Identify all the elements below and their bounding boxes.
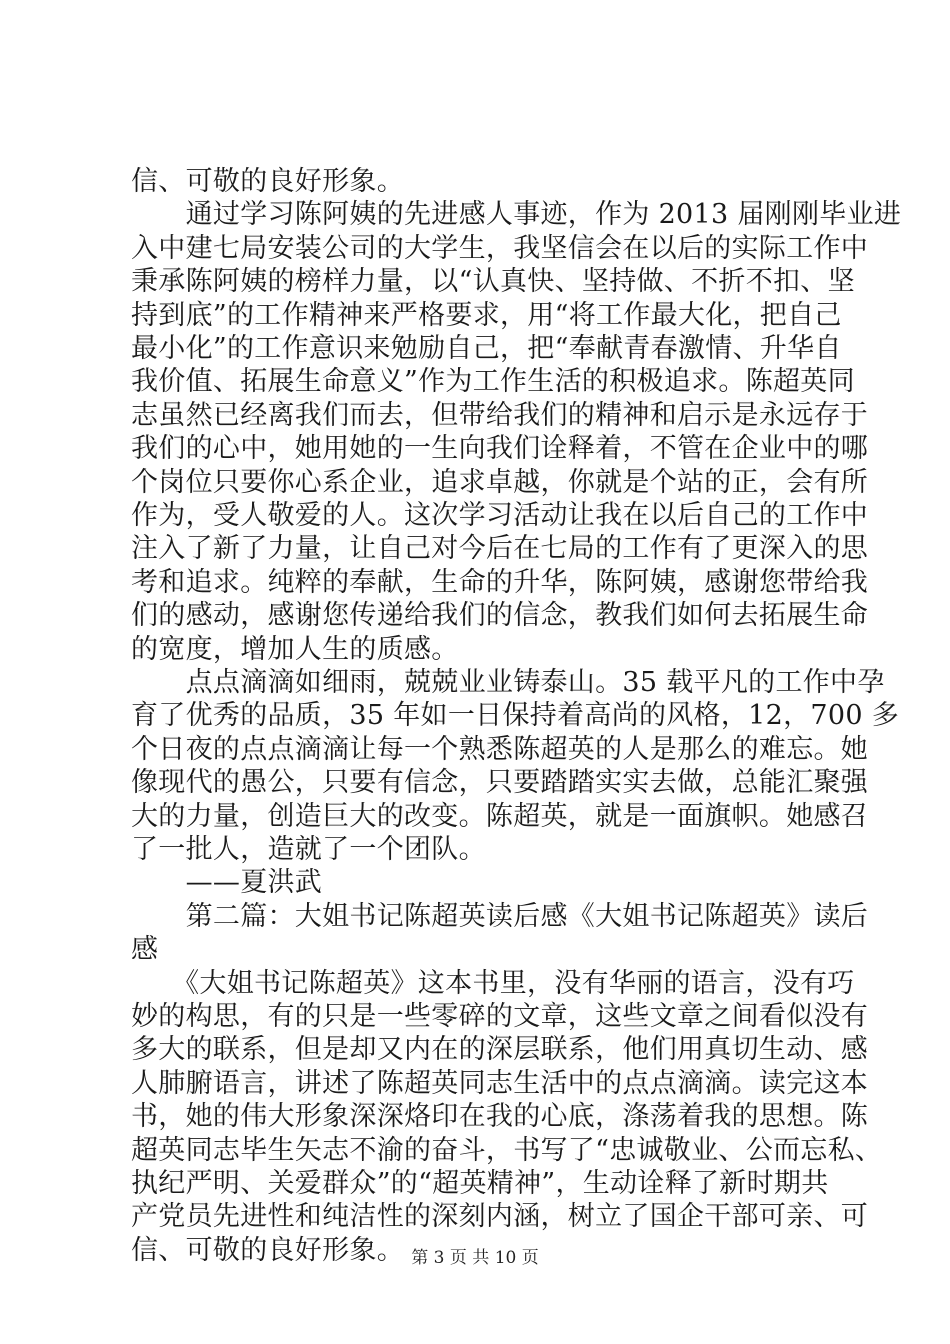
text-line: 像现代的愚公，只要有信念，只要踏踏实实去做，总能汇聚强 — [131, 767, 869, 799]
text-line: 人肺腑语言，讲述了陈超英同志生活中的点点滴滴。读完这本 — [131, 1067, 869, 1099]
page-footer: 第 3 页 共 10 页 — [411, 1248, 539, 1268]
text-line: 点点滴滴如细雨，兢兢业业铸泰山。35 载平凡的工作中孕 — [131, 667, 885, 698]
text-line: 育了优秀的品质，35 年如一日保持着高尚的风格，12，700 多 — [131, 700, 900, 732]
text-line: 我们的心中，她用她的一生向我们诠释着，不管在企业中的哪 — [131, 433, 869, 465]
text-line: 执纪严明、关爱群众”的“超英精神”，生动诠释了新时期共 — [131, 1168, 829, 1199]
text-line: 通过学习陈阿姨的先进感人事迹，作为 2013 届刚刚毕业进 — [131, 199, 902, 231]
text-line: 最小化”的工作意识来勉励自己，把“奉献青春激情、升华自 — [131, 333, 842, 364]
text-line: 超英同志毕生矢志不渝的奋斗，书写了“忠诚敬业、公而忘私、 — [131, 1134, 883, 1166]
text-line: 多大的联系，但是却又内在的深层联系，他们用真切生动、感 — [131, 1034, 869, 1066]
text-line: 持到底”的工作精神来严格要求，用“将工作最大化，把自己 — [131, 299, 842, 331]
text-line: 第二篇：大姐书记陈超英读后感《大姐书记陈超英》读后 — [131, 900, 869, 932]
text-line: 考和追求。纯粹的奉献，生命的升华，陈阿姨，感谢您带给我 — [131, 566, 869, 598]
text-line: 个日夜的点点滴滴让每一个熟悉陈超英的人是那么的难忘。她 — [131, 733, 869, 765]
text-line: 作为，受人敬爱的人。这次学习活动让我在以后自己的工作中 — [131, 500, 869, 531]
text-line: 们的感动，感谢您传递给我们的信念，教我们如何去拓展生命 — [131, 600, 869, 632]
text-line: 我价值、拓展生命意义”作为工作生活的积极追求。陈超英同 — [131, 366, 855, 398]
text-line: 个岗位只要你心系企业，追求卓越，你就是个站的正，会有所 — [131, 466, 869, 498]
text-line: 妙的构思，有的只是一些零碎的文章，这些文章之间看似没有 — [131, 1001, 869, 1032]
text-line: 书，她的伟大形象深深烙印在我的心底，涤荡着我的思想。陈 — [131, 1101, 869, 1133]
text-line: 了一批人，造就了一个团队。 — [131, 834, 486, 865]
text-line: 《大姐书记陈超英》这本书里，没有华丽的语言，没有巧 — [131, 967, 855, 999]
text-line: 注入了新了力量，让自己对今后在七局的工作有了更深入的思 — [131, 533, 869, 565]
text-line: 信、可敬的良好形象。 — [131, 1234, 404, 1266]
text-line: 感 — [131, 934, 159, 966]
text-line: 产党员先进性和纯洁性的深刻内涵，树立了国企干部可亲、可 — [131, 1201, 869, 1233]
text-line: 志虽然已经离我们而去，但带给我们的精神和启示是永远存于 — [131, 399, 869, 431]
text-line: 的宽度，增加人生的质感。 — [131, 633, 459, 665]
text-line: 秉承陈阿姨的榜样力量，以“认真快、坚持做、不折不扣、坚 — [131, 266, 855, 298]
text-line: 大的力量，创造巨大的改变。陈超英，就是一面旗帜。她感召 — [131, 800, 869, 832]
text-line: 信、可敬的良好形象。 — [131, 166, 404, 197]
text-line: 入中建七局安装公司的大学生，我坚信会在以后的实际工作中 — [131, 232, 869, 264]
text-line: ——夏洪武 — [131, 867, 323, 899]
